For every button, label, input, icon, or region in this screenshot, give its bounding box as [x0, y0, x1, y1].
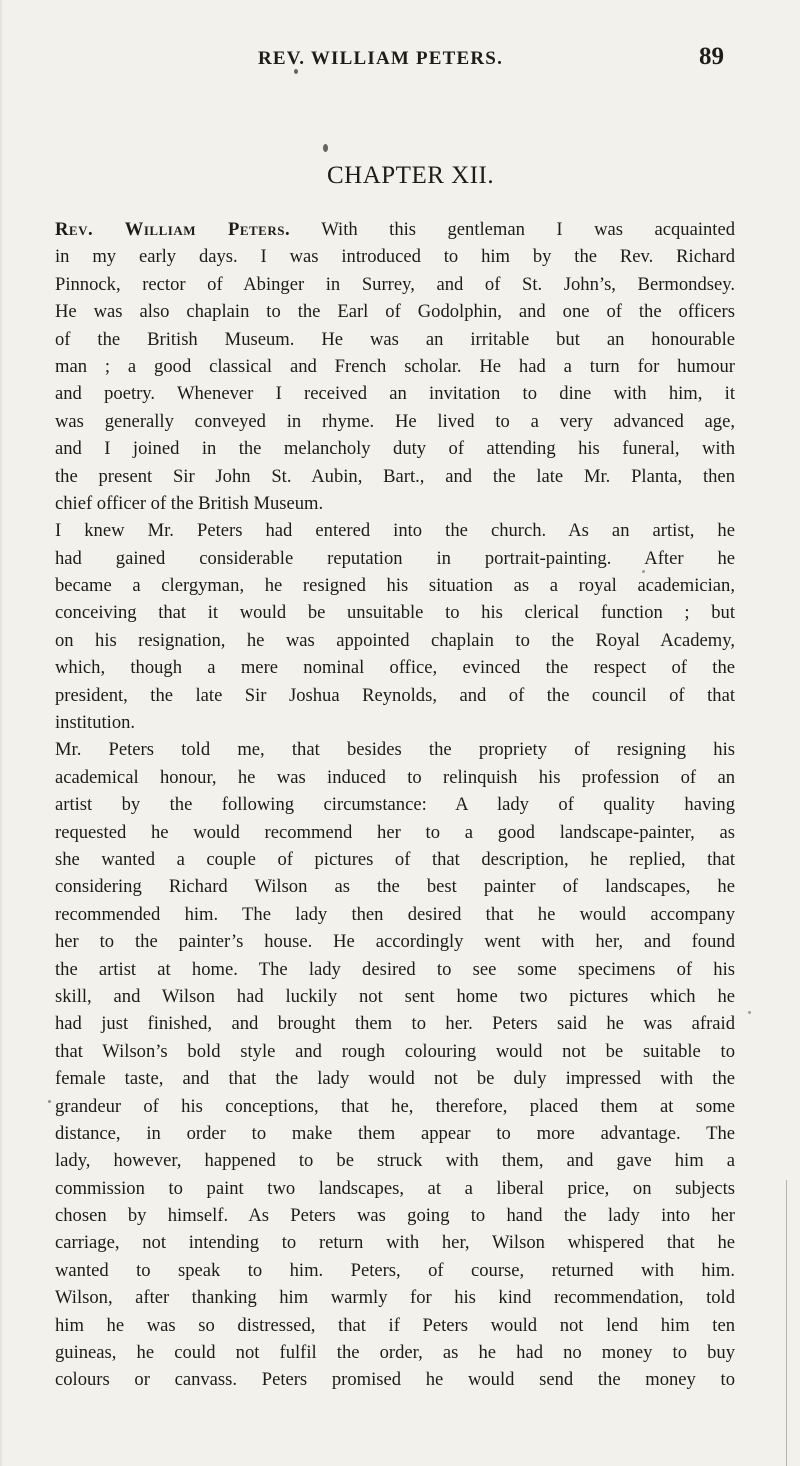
text-line: wanted to speak to him. Peters, of course, returned with him.: [55, 1259, 735, 1281]
text-line: chosen by himself. As Peters was going to hand the lady into her: [55, 1205, 735, 1227]
text-line: had gained considerable reputation in portrait-painting. After he: [55, 547, 735, 569]
text-line: commission to paint two landscapes, at a liberal price, on subjects: [55, 1177, 735, 1199]
page-number: 89: [699, 43, 724, 70]
text-line: skill, and Wilson had luckily not sent home two pictures which he: [55, 985, 735, 1007]
ink-speck: [748, 1011, 751, 1014]
text-line: lady, however, happened to be struck with them, and gave him a: [55, 1150, 735, 1172]
text-line: requested he would recommend her to a good landscape-painter, as: [55, 821, 735, 843]
text-line: female taste, and that the lady would not be duly impressed with the: [55, 1068, 735, 1090]
text-line: the artist at home. The lady desired to see some specimens of his: [55, 958, 735, 980]
text-line: president, the late Sir Joshua Reynolds, and of the council of that: [55, 684, 735, 706]
chapter-heading: CHAPTER XII.: [327, 162, 495, 189]
text-line: distance, in order to make them appear to more advantage. The: [55, 1122, 735, 1144]
text-line: Pinnock, rector of Abinger in Surrey, and of St. John’s, Bermondsey.: [55, 273, 735, 295]
lead-name: Rev. William Peters.: [55, 219, 291, 240]
text-line: her to the painter’s house. He accordingly went with her, and found: [55, 931, 735, 953]
text-line: and I joined in the melancholy duty of attending his funeral, with: [55, 438, 735, 460]
body-text: [55, 216, 735, 1394]
page-crease: [786, 1180, 787, 1466]
text-line: and poetry. Whenever I received an invitation to dine with him, it: [55, 383, 735, 405]
text-line: on his resignation, he was appointed chaplain to the Royal Academy,: [55, 629, 735, 651]
text-line: recommended him. The lady then desired that he would accompany: [55, 903, 735, 925]
text-line: became a clergyman, he resigned his situation as a royal academician,: [55, 575, 735, 597]
text-line: Mr. Peters told me, that besides the propriety of resigning his: [55, 739, 735, 761]
ink-speck: [294, 69, 298, 74]
text-line-segment: With this gentleman I was acquainted: [290, 219, 735, 240]
text-line: considering Richard Wilson as the best painter of landscapes, he: [55, 876, 735, 898]
text-line: institution.: [55, 712, 136, 734]
ink-speck: [323, 144, 328, 152]
text-line: she wanted a couple of pictures of that description, he replied, that: [55, 848, 735, 870]
text-line: Wilson, after thanking him warmly for his kind recommendation, told: [55, 1287, 735, 1309]
text-line: guineas, he could not fulfil the order, as he had no money to buy: [55, 1342, 735, 1364]
text-line: artist by the following circumstance: A lady of quality having: [55, 794, 735, 816]
text-line: colours or canvass. Peters promised he would send the money to: [55, 1369, 735, 1391]
text-line: academical honour, he was induced to relinquish his profession of an: [55, 766, 735, 788]
text-line: man ; a good classical and French scholar. He had a turn for humour: [55, 355, 735, 377]
text-line: of the British Museum. He was an irritable but an honourable: [55, 328, 735, 350]
text-line: [55, 216, 735, 243]
page-header: [0, 43, 800, 76]
text-line: conceiving that it would be unsuitable to his clerical function ; but: [55, 602, 735, 624]
text-line: was generally conveyed in rhyme. He lived to a very advanced age,: [55, 410, 735, 432]
text-line: that Wilson’s bold style and rough colouring would not be suitable to: [55, 1040, 735, 1062]
text-line: carriage, not intending to return with her, Wilson whispered that he: [55, 1232, 735, 1254]
text-line: grandeur of his conceptions, that he, therefore, placed them at some: [55, 1095, 735, 1117]
text-line: in my early days. I was introduced to him by the Rev. Richard: [55, 246, 735, 268]
text-line: He was also chaplain to the Earl of Godolphin, and one of the officers: [55, 301, 735, 323]
running-title: REV. WILLIAM PETERS.: [258, 48, 504, 69]
text-line: chief officer of the British Museum.: [55, 492, 324, 514]
text-line: had just finished, and brought them to her. Peters said he was afraid: [55, 1013, 735, 1035]
page-edge-shadow: [0, 0, 2, 1466]
text-line: him he was so distressed, that if Peters would not lend him ten: [55, 1314, 735, 1336]
text-line: the present Sir John St. Aubin, Bart., and the late Mr. Planta, then: [55, 465, 735, 487]
text-line: which, though a mere nominal office, evinced the respect of the: [55, 657, 735, 679]
text-line: I knew Mr. Peters had entered into the church. As an artist, he: [55, 520, 735, 542]
ink-speck: [48, 1100, 51, 1103]
